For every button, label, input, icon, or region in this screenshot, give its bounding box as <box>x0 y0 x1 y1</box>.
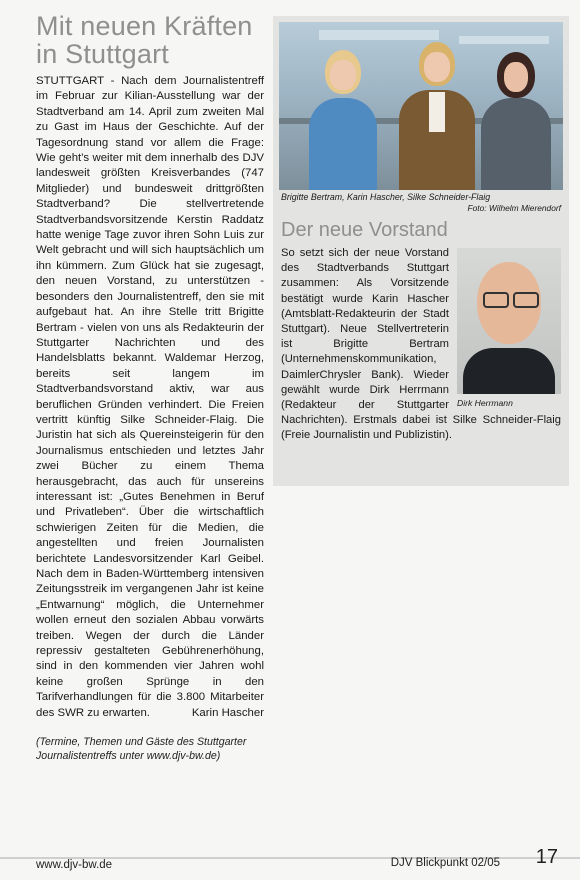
article-body-text: STUTTGART - Nach dem Journalistentreff im Februar zur Kilian-Ausstellung war der Stadtverband am 14. April zum zweiten Mal zu Gast im Haus der Geschichte. Auf der Tagesordnung stand vor allem die Frage: Wie geht's weiter mit dem innerhalb des DJV landesweit größten Kreisverbandes (747 Mitglieder) und bundesweit drittgrößten Stadtverband? Die stellvertretende Stadtverbandsvorsitzende Kerstin Raddatz hatte wenige Tage zuvor ihren Sohn Luis zur Welt gebracht und will sich hauptsächlich um ihn kümmern. Zum Glück hat sie zugesagt, den neuen Vorstand, zu unterstützen - besonders den Journalistentreff, den sie mit aufgebaut hat. An ihre Stelle tritt Brigitte Bertram - vielen von uns als Redakteurin der Stuttgarter Nachrichten und des Handelsblatts bekannt. Waldemar Herzog, bereits seit langem im Stadtverbandsvorstand aktiv, war aus beruflichen Gründen verhindert. Die Freien vertritt künftig Silke Schneider-Flaig. Die Juristin hat sich als Quereinsteigerin für den Journalismus entschieden und letztes Jahr zwei Bücher zu einem Thema herausgebracht, das auch für unsereins interessant ist: „Gutes Benehmen in Beruf und Privatleben“. Über die wirtschaftlich schwierigen Zeiten für die Medien, die angestellten und freien Journalisten berichtete Landesvorsitzender Karl Geibel. Nach dem in Baden-Württemberg intensiven Zeitungsstreik im vergangenen Jahr ist keine „Entwarnung“ möglich, die Unternehmer wollen erneut den sozialen Abbau vorwärts treiben. Wegen der durch die Länder repressiv gestalteten Gebührenerhöhung, sind in den kommenden vier Jahren wohl keine großen Sprünge in den Tarifverhandlungen für die 3.800 Mitarbeiter des SWR zu erwarten. <box>36 75 264 719</box>
sidebar-title: Der neue Vorstand <box>281 219 448 241</box>
article-column <box>36 12 264 763</box>
photo-caption: Brigitte Bertram, Karin Hascher, Silke Schneider-Flaig <box>281 192 491 202</box>
portrait-photo <box>457 248 561 394</box>
sidebar-box <box>273 16 569 486</box>
article-headline: Mit neuen Kräften in Stuttgart <box>36 11 253 69</box>
portrait-caption: Dirk Herrmann <box>457 398 513 408</box>
article-note: (Termine, Themen und Gäste des Stuttgarter Journalistentreffs unter www.djv-bw.de) <box>36 736 247 763</box>
article-body <box>36 74 264 721</box>
article-author: Karin Hascher <box>191 706 264 719</box>
sidebar-text: So setzt sich der neue Vorstand des Stadtverbands Stuttgart zusammen: Als Vorsitzende bestätigt wurde Karin Hascher (Amtsblatt-Redakteurin der Stadt Stuttgart). Neue Stellvertreterin ist Brigitte Bertram (Unternehmenskommunikation, DaimlerChrysler Bank). Wieder gewählt wurde Dirk Herrmann (Redakteur der Stuttgarter Nachrichten). Erstmals dabei ist Silke Schneider-Flaig (Freie Journalistin und Publizistin). <box>281 247 561 442</box>
footer-url: www.djv-bw.de <box>36 859 113 871</box>
footer-issue: DJV Blickpunkt 02/05 <box>390 857 500 869</box>
photo-credit: Foto: Wilhelm Mierendorf <box>467 203 561 213</box>
group-photo <box>279 22 563 190</box>
sidebar-text-block <box>281 246 561 444</box>
page-number: 17 <box>535 846 558 868</box>
